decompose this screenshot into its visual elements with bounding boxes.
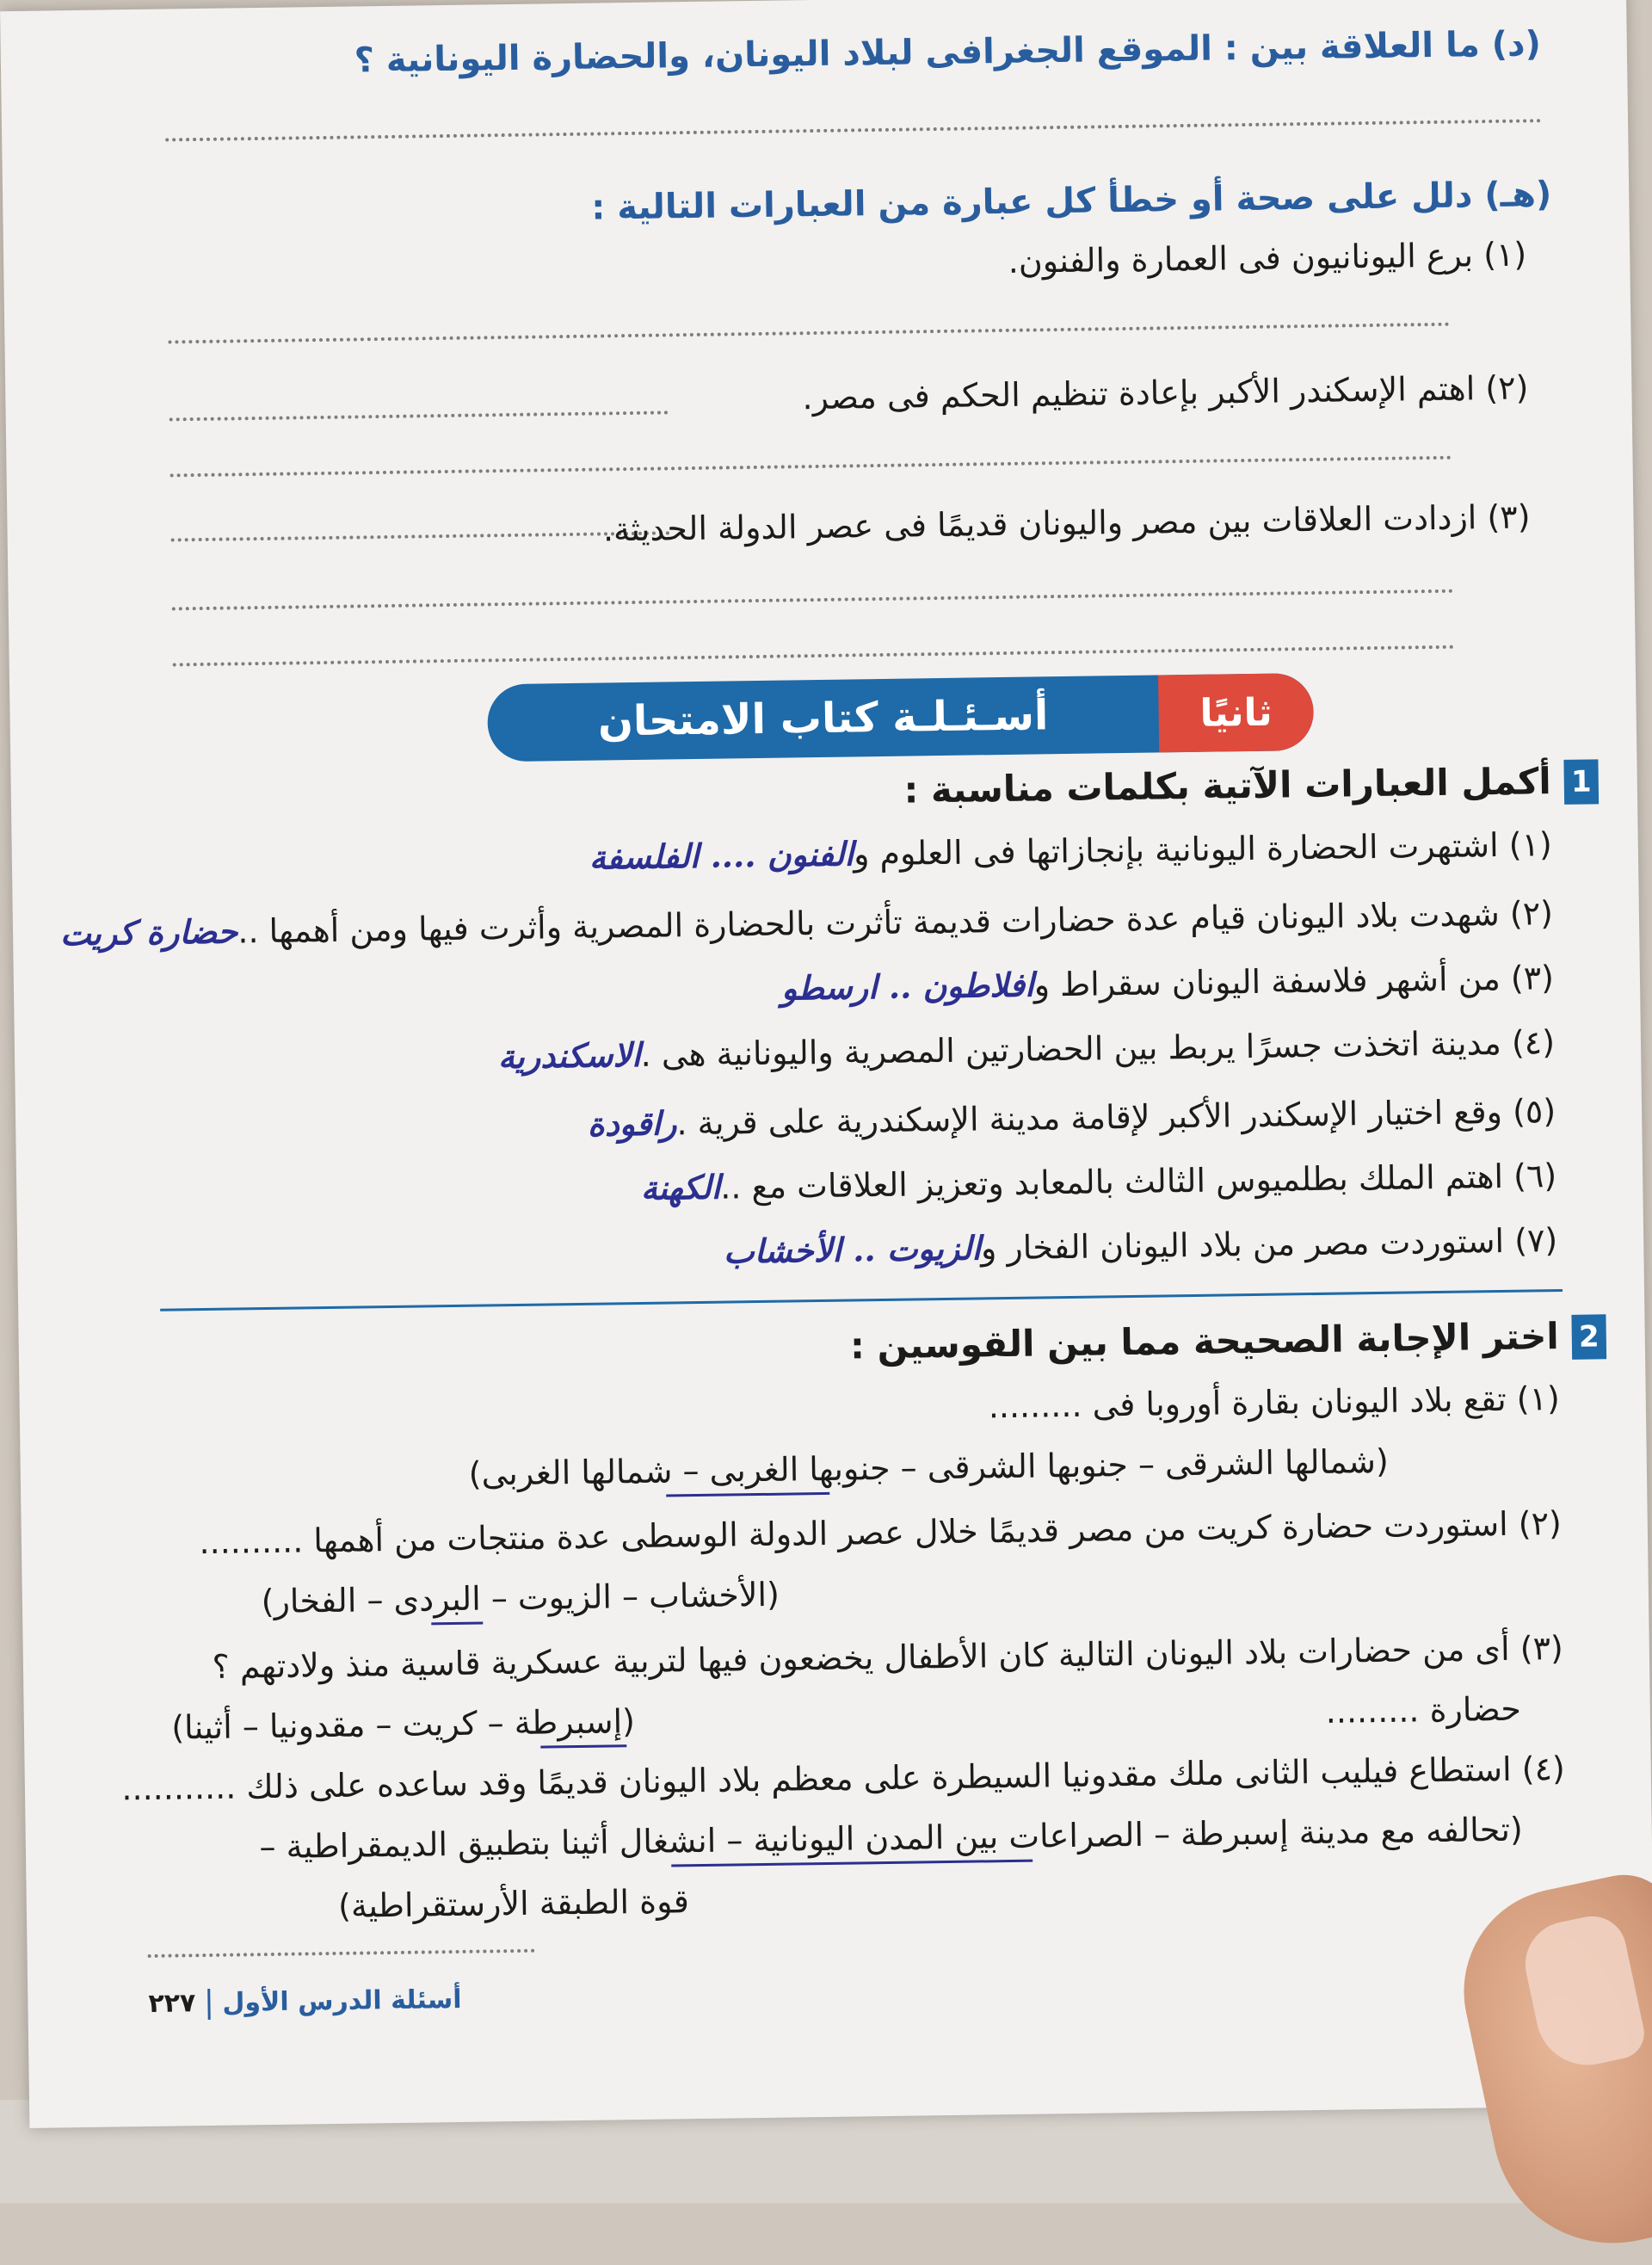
q1-item-6	[640, 1156, 1556, 1207]
footer-separator	[207, 1989, 211, 2020]
banner-badge: ثانيًا	[1158, 673, 1314, 753]
handwritten-answer: راقودة	[587, 1103, 677, 1144]
q2-item-2-options: (الأخشاب – الزيوت – البردى – الفخار)	[261, 1575, 780, 1621]
question-h-item-1: (١) برع اليونانيون فى العمارة والفنون.	[1008, 235, 1527, 281]
q2-item-3: (٣) أى من حضارات بلاد اليونان التالية كان الأطفال يخضعون فيها لتربية عسكرية قاسية منذ ولادتهم ؟	[212, 1629, 1564, 1686]
question-h-title-text: (هـ) دلل على صحة أو خطأ كل عبارة من العبارات التالية :	[591, 175, 1552, 228]
handwritten-answer: الفنون .... الفلسفة	[589, 834, 854, 877]
q2-item-2: (٢) استوردت حضارة كريت من مصر قديمًا خلال عصر الدولة الوسطى عدة منتجات من أهمها ..........	[199, 1504, 1563, 1562]
handwritten-answer: الزيوت .. الأخشاب	[723, 1228, 982, 1271]
page-footer	[148, 1984, 462, 2021]
selected-answer-underline	[540, 1743, 626, 1748]
selected-answer-underline	[666, 1490, 829, 1497]
q1-item-1	[589, 824, 1553, 877]
q1-item-5	[588, 1091, 1556, 1144]
question-2-title: اختر الإجابة الصحيحة مما بين القوسين :	[849, 1315, 1560, 1367]
q1-item-text: (٣) من أشهر فلاسفة اليونان سقراط و	[1033, 959, 1555, 1004]
section-banner	[487, 673, 1314, 762]
footer-line	[148, 1949, 535, 1958]
q2-item-4: (٤) استطاع فيليب الثانى ملك مقدونيا السيطرة على معظم بلاد اليونان قديمًا وقد ساعده على ذلك ...........	[121, 1750, 1566, 1808]
selected-answer-underline	[431, 1620, 483, 1626]
q2-item-1-options: (شمالها الشرقى – جنوبها الشرقى – جنوبها الغربى – شمالها الغربى)	[468, 1441, 1390, 1493]
q1-item-2	[60, 893, 1554, 953]
question-1-number: 1	[1563, 759, 1599, 805]
q2-item-3-options: (إسبرطة – كريت – مقدونيا – أثينا)	[170, 1702, 636, 1747]
handwritten-answer: حضارة كريت	[59, 911, 238, 954]
divider	[160, 1289, 1563, 1311]
q1-item-4	[498, 1022, 1556, 1076]
answer-line	[172, 589, 1454, 611]
q1-item-text: (٢) شهدت بلاد اليونان قيام عدة حضارات قديمة تأثرت بالحضارة المصرية وأثرت فيها ومن أهمها ..	[237, 894, 1554, 951]
q1-item-text: (٧) استوردت مصر من بلاد اليونان الفخار و	[980, 1221, 1558, 1268]
q1-item-text: (٦) اهتم الملك بطلميوس الثالث بالمعابد وتعزيز العلاقات مع ..	[719, 1157, 1557, 1207]
question-h-item-3: (٣) ازدادت العلاقات بين مصر واليونان قديمًا فى عصر الدولة الحديثة.	[602, 497, 1531, 549]
q1-item-text: (١) اشتهرت الحضارة اليونانية بإنجازاتها فى العلوم و	[853, 825, 1553, 873]
q1-item-3	[781, 958, 1555, 1008]
answer-line	[171, 531, 670, 541]
q2-item-1: (١) تقع بلاد اليونان بقارة أوروبا فى .........	[988, 1379, 1561, 1426]
q1-item-text: (٤) مدينة اتخذت جسرًا يربط بين الحضارتين المصرية واليونانية هى .	[640, 1023, 1556, 1074]
question-h-title	[591, 175, 1552, 228]
answer-line	[170, 456, 1452, 478]
answer-line	[168, 323, 1450, 344]
question-d	[354, 24, 1541, 80]
q2-item-4-options-cont: قوة الطبقة الأرستقراطية)	[337, 1882, 690, 1925]
q2-item-3-prefix: حضارة .........	[1325, 1689, 1522, 1731]
handwritten-answer: الاسكندرية	[497, 1034, 641, 1077]
lesson-name: أسئلة الدرس الأول	[222, 1984, 462, 2018]
question-1-title: أكمل العبارات الآتية بكلمات مناسبة :	[903, 760, 1552, 812]
answer-line	[173, 645, 1455, 667]
question-h-item-2: (٢) اهتم الإسكندر الأكبر بإعادة تنظيم الحكم فى مصر.	[802, 368, 1529, 417]
q1-item-text: (٥) وقع اختيار الإسكندر الأكبر لإقامة مدينة الإسكندرية على قرية .	[676, 1092, 1556, 1143]
banner-title: أسـئـلـة كتاب الامتحان	[597, 691, 1049, 746]
question-2-number: 2	[1571, 1314, 1606, 1360]
page-number: ٢٢٧	[148, 1988, 196, 2020]
answer-line	[165, 119, 1542, 141]
q2-item-4-options: (تحالفه مع مدينة إسبرطة – الصراعات بين المدن اليونانية – انشغال أثينا بتطبيق الديمقراطية –	[259, 1810, 1524, 1867]
handwritten-answer: الكهنة	[640, 1167, 721, 1207]
question-d-text: (د) ما العلاقة بين : الموقع الجغرافى لبلاد اليونان، والحضارة اليونانية ؟	[354, 24, 1542, 81]
handwritten-answer: افلاطون .. ارسطو	[780, 965, 1034, 1008]
answer-line	[170, 410, 669, 421]
q1-item-7	[724, 1220, 1558, 1271]
